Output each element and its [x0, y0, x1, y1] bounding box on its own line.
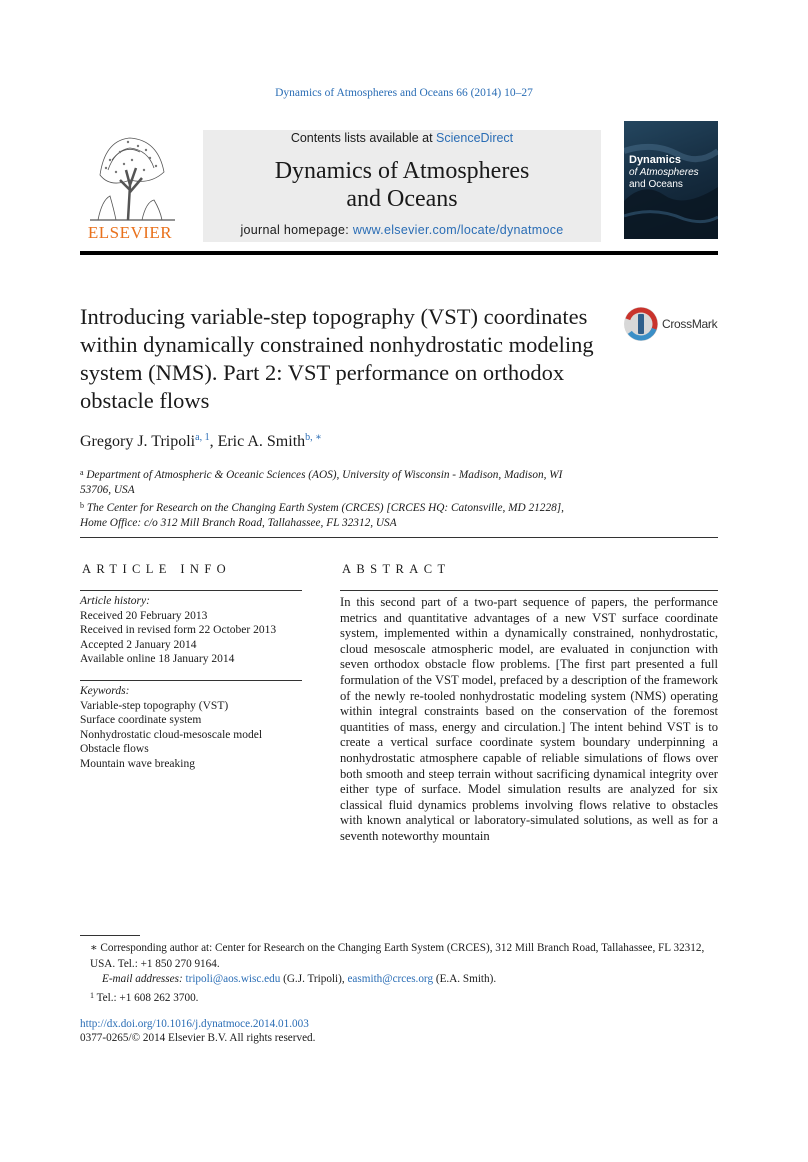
history-item: Available online 18 January 2014: [80, 653, 235, 665]
tel-text: Tel.: +1 608 262 3700.: [96, 991, 199, 1004]
corresponding-mark: ∗: [90, 942, 98, 954]
author-marks[interactable]: b, ∗: [305, 432, 322, 443]
article-title: Introducing variable-step topography (VST) coordinates within dynamically constrained nonhydrostatic modeling system (NMS). Part 2: VST performance on orthodox obstacle flows: [80, 304, 594, 413]
journal-title-line1: Dynamics of Atmospheres: [274, 158, 530, 184]
corresponding-text: Corresponding author at: Center for Research on the Changing Earth System (CRCES), 312 Mill Branch Road, Tallahassee, FL 32312, USA. Tel.: +1 850 270 9164.: [90, 942, 705, 970]
doi-link[interactable]: http://dx.doi.org/10.1016/j.dynatmoce.2014.01.003: [80, 1018, 309, 1030]
elsevier-wordmark: ELSEVIER: [87, 223, 173, 242]
affiliation-mark: a: [80, 468, 84, 477]
email-footnote: [80, 972, 718, 988]
header-divider: [80, 251, 718, 255]
crossmark-icon[interactable]: [623, 306, 659, 342]
cover-title-line1: Dynamics: [629, 154, 681, 166]
keyword-item: Obstacle flows: [80, 743, 149, 755]
abstract-text: In this second part of a two-part sequence of papers, the performance metrics and quantitative advantages of a new VST surface coordinate system, implemented within a dynamically constrained, nonhydrostatic, cloud mesoscale atmospheric model, are evaluated in conjunction with seven orthodox obstacle flow problems. [The first part presented a full formulation of the VST model, prefaced by a description of the framework of the newly re-tooled nonhydrostatic modeling system (NMS) operating within integral constraints based on the conservation of the foremost quantities of mass, energy and circulation.] The intent behind VST is to create a vertical surface coordinate system boundary underpinning a nonhydrostatic atmosphere capable of reliable simulations of flows over both smooth and steep terrain without sacrificing dynamical integrity over either type of surface. Model simulation results are analyzed for six classical fluid dynamics problems involving flows relative to obstacles with known analytical or laboratory-simulated solutions, as well as for a seventh noteworthy mountain: [340, 595, 718, 843]
sciencedirect-link[interactable]: ScienceDirect: [436, 131, 514, 145]
article-info-divider: [80, 590, 302, 591]
author-separator: ,: [209, 433, 214, 450]
article-info-divider: [80, 680, 302, 681]
keywords: [80, 684, 302, 771]
article-history: [80, 594, 302, 667]
history-label: Article history:: [80, 595, 150, 607]
email-label: E-mail addresses:: [102, 973, 183, 985]
affiliation-item: [80, 498, 580, 531]
crossmark-label[interactable]: CrossMark: [662, 317, 718, 331]
affiliation-item: [80, 465, 580, 498]
author-list: [80, 432, 322, 451]
affiliation-mark: b: [80, 501, 84, 510]
email-owner: (E.A. Smith).: [435, 973, 497, 985]
keyword-item: Variable-step topography (VST): [80, 699, 229, 712]
email-link[interactable]: tripoli@aos.wisc.edu: [185, 973, 281, 985]
author-marks[interactable]: a, 1: [195, 432, 210, 443]
corresponding-footnote: [80, 941, 718, 972]
email-link[interactable]: easmith@crces.org: [347, 973, 434, 985]
email-owner: (G.J. Tripoli),: [283, 973, 345, 985]
footnotes: [80, 941, 718, 1006]
homepage-prefix: journal homepage:: [240, 223, 350, 237]
keyword-item: Surface coordinate system: [80, 714, 202, 726]
tel-mark: 1: [90, 990, 94, 1000]
author-name[interactable]: Eric A. Smith: [217, 433, 306, 450]
cover-title-line3: and Oceans: [629, 179, 683, 190]
copyright: 0377-0265/© 2014 Elsevier B.V. All rights reserved.: [80, 1032, 316, 1044]
footnote-divider: [80, 935, 140, 936]
journal-title: [203, 157, 601, 213]
abstract-divider: [340, 590, 718, 591]
homepage-line: [203, 223, 601, 237]
journal-title-line2: and Oceans: [346, 186, 458, 212]
keyword-item: Nonhydrostatic cloud-mesoscale model: [80, 728, 263, 741]
contents-line: [203, 131, 601, 145]
journal-citation-link[interactable]: Dynamics of Atmospheres and Oceans 66 (2014) 10–27: [275, 87, 533, 99]
keyword-item: Mountain wave breaking: [80, 757, 195, 770]
keywords-label: Keywords:: [80, 685, 130, 697]
author-name[interactable]: Gregory J. Tripoli: [80, 433, 196, 450]
history-item: Accepted 2 January 2014: [80, 638, 197, 651]
history-item: Received 20 February 2013: [80, 609, 208, 622]
history-item: Received in revised form 22 October 2013: [80, 624, 277, 636]
article-info-heading: ARTICLE INFO: [82, 562, 232, 576]
cover-title-line2: of Atmospheres: [629, 167, 699, 178]
abstract-heading: ABSTRACT: [342, 562, 451, 576]
tel-footnote: [80, 988, 718, 1007]
section-divider: [80, 537, 718, 538]
affiliation-text: Department of Atmospheric & Oceanic Sciences (AOS), University of Wisconsin - Madison, Madison, WI 53706, USA: [80, 469, 563, 496]
affiliations: [80, 465, 580, 531]
homepage-link[interactable]: www.elsevier.com/locate/dynatmoce: [352, 223, 564, 237]
affiliation-text: The Center for Research on the Changing Earth System (CRCES) [CRCES HQ: Catonsville, MD 21228], Home Office: c/o 312 Mill Branch Road, Tallahassee, FL 32312, USA: [80, 502, 564, 529]
contents-prefix: Contents lists available at: [290, 131, 433, 145]
